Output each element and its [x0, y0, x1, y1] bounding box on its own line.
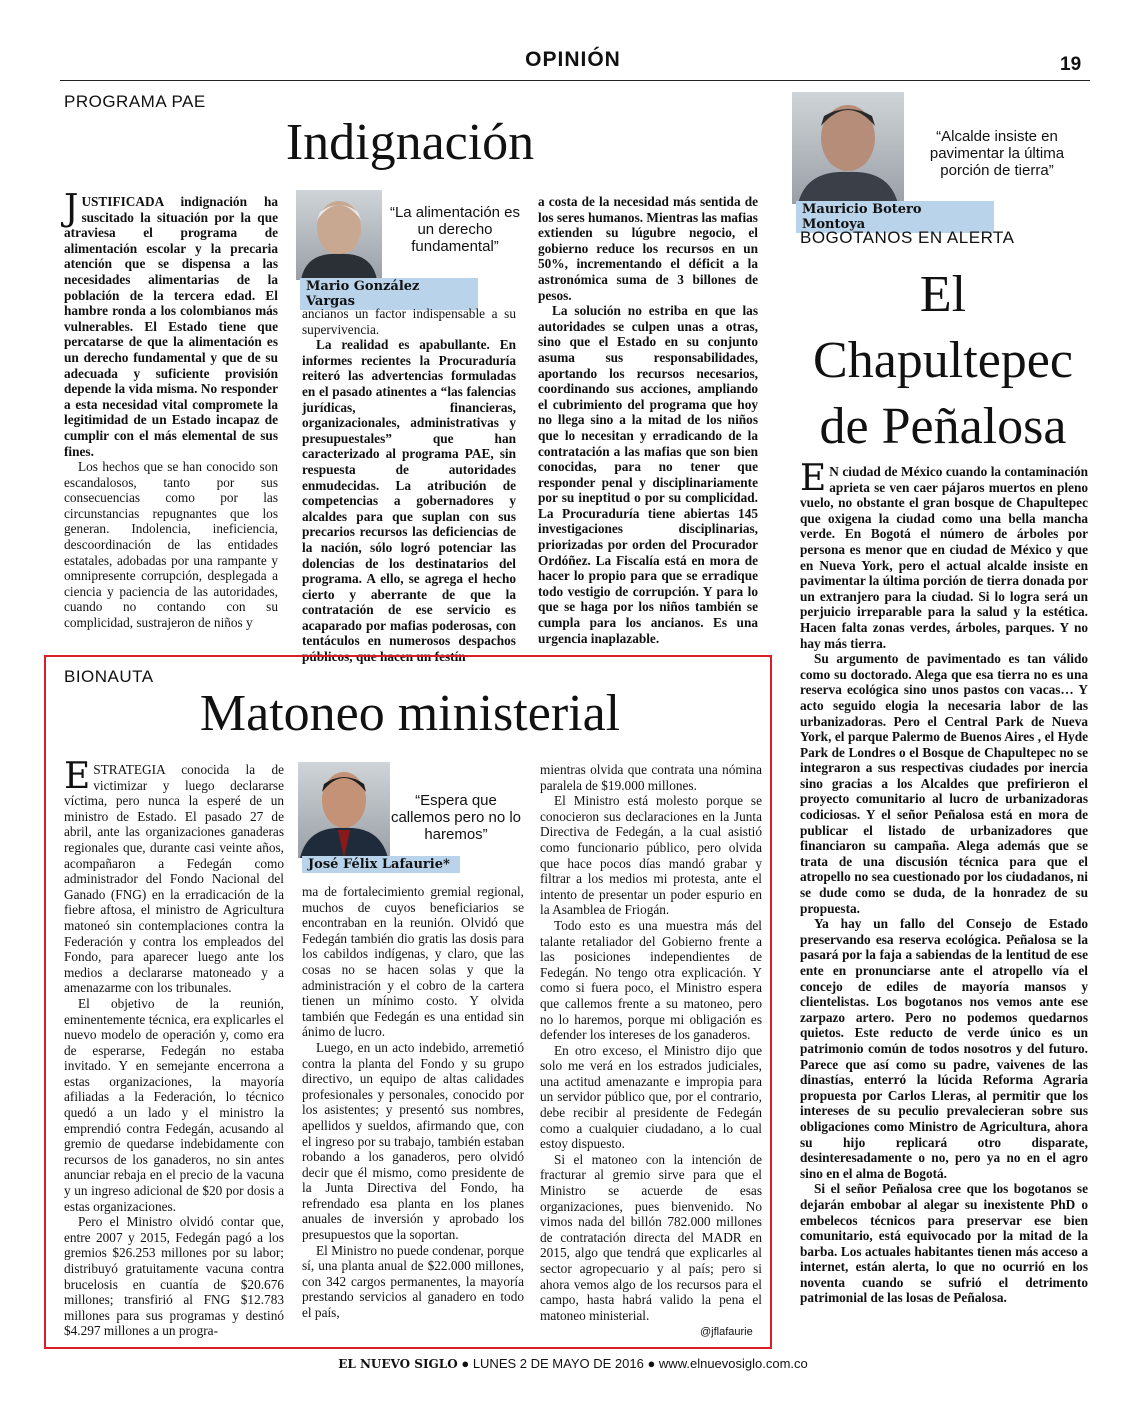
drop-cap: E [64, 756, 91, 797]
header-rule [60, 80, 1090, 81]
title-line: Chapultepec [813, 332, 1073, 389]
drop-cap: E [800, 458, 827, 499]
pae-column-3 [538, 194, 758, 646]
footer-brand: EL NUEVO SIGLO [338, 1357, 458, 1371]
bullet-icon: ● [461, 1356, 470, 1371]
author-photo [792, 92, 904, 204]
paragraph: USTIFICADA indignación ha suscitado la situación por la que atraviesa el programa de alimentación escolar y la precaria atención que se dispensa a las necesidades alimentarias de la población de la tercera edad. El hambre ronda a los colombianos más vulnerables. El Estado tiene que percatarse de que la alimentación es un derecho fundamental y que de su adecuada y suficiente provisión depende la vida misma. No responder a esta necesidad vital compromete la legitimidad de un Estado incapaz de cumplir con el más elemental de sus fines. [64, 194, 278, 459]
author-photo [296, 190, 382, 280]
paragraph: Ya hay un fallo del Consejo de Estado preservando esa reserva ecológica. Peñalosa se la pasará por la faja a sabiendas de la lentitud de ese ente en pronunciarse ante el atropello vía el concejo de ediles de mayoría mansos y clientelistas. Los bogotanos nos vemos ante ese zarpazo artero. Pero no podemos quedarnos quietos. Este reducto de verde único es un patrimonio común de todos nosotros y del futuro. Parece que así como su padre, vaivenes de las dinastías, enterró la lúcida Reforma Agraria propuesta por Carlos Lleras, al permitir que los intereses de su peculio prevalecieran sobre sus obligaciones como Ministro de Agricultura, ahora su hijo replicará otro disparate, desinteresadamente o no, pero ya no en el agro sino en el alma de Bogotá. [800, 916, 1088, 1181]
paragraph: En otro exceso, el Ministro dijo que solo me verá en los estrados judiciales, una actitud amenazante e impropia para un servidor público que, por el contrario, debe recibir al presidente de Fedegán como a cualquier ciudadano, a lo cual estoy dispuesto. [540, 1042, 762, 1152]
paragraph: El Ministro no puede condenar, porque sí, una planta anual de $22.000 millones, con 342 cargos permanentes, la mayoría prestando servicios al ganadero en todo el país, [302, 1242, 524, 1321]
title-line: El [919, 266, 967, 323]
paragraph: Los hechos que se han conocido son escandalosos, tanto por sus consecuencias como por las circunstancias repugnantes que los generan. Indolencia, ineficiencia, descoordinación de las entidades estatales, adobadas por una rampante y omnipresente corrupción, desplegada a ciencia y paciencia de las autoridades, cuando no contando con su complicidad, sustrajeron de niños y [64, 459, 278, 631]
paragraph: Si el matoneo con la intención de fracturar al gremio sirve para que el Ministro se acuerde de esas organizaciones, pues bienvenido. No vimos nada del billón 782.000 millones de contratación directa del MADR en 2015, algo que tendrá que explicarles al sector agropecuario y al país; pero si ahora vemos algo de los recursos para el campo, hasta habrá valido la pena el matoneo ministerial. [540, 1151, 762, 1323]
section-header: OPINIÓN [525, 48, 621, 71]
paragraph: La solución no estriba en que las autoridades se culpen unas a otras, sino que el Estado en su conjunto asuma sus responsabilidades, aportando los recursos necesarios, coordinando sus acciones, ampliando el cubrimiento del programa que hoy no llega sino a la mitad de los niños que lo necesitan y erradicando de la contratación a las mafias que son bien conocidas, para no tener que responder penal y disciplinariamente por su ineptitud o por su complicidad. La Procuraduría tiene abiertas 145 investigaciones disciplinarias, priorizadas por orden del Procurador Ordóñez. La Fiscalía está en mora de hacer lo propio para que se erradique todo vestigio de corrupción. Y para lo que se haga por los niños también se cumpla para los ancianos. Es una urgencia inaplazable. [538, 303, 758, 646]
pull-quote: “Espera que callemos pero no lo haremos” [390, 792, 522, 843]
bullet-icon: ● [647, 1356, 656, 1371]
pae-column-2 [302, 306, 516, 665]
bionauta-column-3 [540, 762, 762, 1324]
paragraph: Todo esto es una muestra más del talante retaliador del Gobierno frente a las posiciones independientes de Fedegán. No tengo otra explicación. Y como si fuera poco, el Ministro espera que callemos frente a su matoneo, pero no lo haremos, porque mi obligación es defender los intereses de los ganaderos. [540, 917, 762, 1043]
footer [0, 1356, 1146, 1371]
paragraph: El objetivo de la reunión, eminentemente técnica, era explicarles el nuevo modelo de operación y, como era de esperarse, Fedegán no estaba invitado. Y en semejante encerrona a estas organizaciones, la mayoría afiliadas a la Federación, lo técnico quedó a un lado y el ministro la emprendió contra Fedegán, acusando al gremio de quedarse indebidamente con recursos de los ganaderos, no sin antes anunciar rebaja en el precio de la vacuna y un ingreso adicional de $20 por dosis a estas organizaciones. [64, 995, 284, 1214]
paragraph: mientras olvida que contrata una nómina paralela de $19.000 millones. [540, 762, 762, 793]
paragraph: La realidad es apabullante. En informes recientes la Procuraduría reiteró las advertencias formuladas en el pasado atinentes a “las falencias jurídicas, financieras, organizacionales, administrativas y presupuestales” que han caracterizado al programa PAE, sin respuesta de autoridades enmudecidas. La atribución de competencias a gobernadores y alcaldes para que suplan con sus precarios recursos las deficiencias de la nación, sólo logró potenciar las dolencias de los destinatarios del programa. A ello, se agrega el hecho cierto y aberrante de que la contratación de ese servicio es acaparado por mafias poderosas, con tentáculos en numerosos despachos públicos, que hacen un festín [302, 337, 516, 665]
bogota-column [800, 458, 1088, 1342]
title-line: de Peñalosa [819, 398, 1067, 455]
paragraph: ma de fortalecimiento gremial regional, muchos de cuyos beneficiarios se encontraban en la reunión. Olvidó que Fedegán también dio gratis las dosis para los cabildos indígenas, y claro, que las cosas no se hacen solas y que la administración y el cobro de la cartera tienen un mínimo costo. Y olvida también que Fedegán es una entidad sin ánimo de lucro. [302, 884, 524, 1040]
paragraph: El Ministro está molesto porque se conocieron sus declaraciones en la Junta Directiva de Fedegán, a la cual asistió como funcionario público, pero olvida que hace pocos días mandó grabar y filtrar a los medios mi protesta, ante el intento de presentar un poder espurio en la Asamblea de Friogán. [540, 793, 762, 918]
pull-quote: “Alcalde insiste en pavimentar la última porción de tierra” [929, 128, 1065, 179]
author-name: Mauricio Botero Montoya [796, 201, 994, 233]
drop-cap: J [64, 188, 79, 229]
pull-quote: “La alimentación es un derecho fundamental” [389, 204, 521, 255]
paragraph: a costa de la necesidad más sentida de los seres humanos. Mientras las mafias extienden su lúgubre negocio, el gobierno reduce los recursos en un 50%, incrementando el déficit a la astronómica suma de 3 billones de pesos. [538, 194, 758, 303]
section-label-bionauta: BIONAUTA [64, 667, 154, 686]
paragraph: Su argumento de pavimentado es tan válido como su doctorado. Alega que esa tierra no es una reserva ecológica sino unos pastos con vacas… Y acto seguido elogia la necesaria labor de las urbanizadoras. Pero el Central Park de Nueva York, el parque Palermo de Buenos Aires , el Hyde Park de Londres o el Bosque de Chapultepec no se integraron a sus respectivas ciudades por inercia sino gracias a los Alcaldes que prefirieron el proyecto comunitario al lucro de urbanizadoras codiciosas. Y el señor Peñalosa está en mora de publicar el listado de urbanizadores que financiaron su campaña. Alega además que se trata de una discusión técnica para que el atropello no sea cuestionado por los ciudadanos, ni se dude como se duda, de la honradez de su propuesta. [800, 651, 1088, 916]
footer-date: LUNES 2 DE MAYO DE 2016 [472, 1356, 644, 1371]
bogota-title [790, 262, 1096, 460]
paragraph: ancianos un factor indispensable a su supervivencia. [302, 306, 516, 337]
section-label-pae: PROGRAMA PAE [64, 92, 206, 111]
page-number: 19 [1060, 54, 1082, 75]
twitter-handle: @jflafaurie [700, 1326, 753, 1338]
bionauta-title: Matoneo ministerial [199, 685, 621, 742]
bionauta-column-1 [64, 756, 284, 1342]
footer-url[interactable]: www.elnuevosiglo.com.co [658, 1356, 808, 1371]
author-name: Mario González Vargas [300, 278, 478, 310]
paragraph: N ciudad de México cuando la contaminación aprieta se ven caer pájaros muertos en pleno vuelo, no obstante el gran bosque de Chapultepec que oxigena la ciudad como una bella mancha verde. En Bogotá el número de árboles por persona es menor que en ciudad de México y que en Nueva York, pero el actual alcalde insiste en pavimentar la última porción de tierra donada por un extranjero para la ciudad. Si lo logra será un perjuicio irreparable para la salud y la estética. Hacen falta zonas verdes, árboles, parques. Y no hay más tierra. [800, 464, 1088, 651]
paragraph: STRATEGIA conocida la de victimizar y luego declararse víctima, pero nunca la esperé de un ministro de Estado. El pasado 27 de abril, ante las organizaciones ganaderas regionales que, durante casi veinte años, acompañaron a Fedegán como administrador del Fondo Nacional del Ganado (FNG) en la erradicación de la fiebre aftosa, el ministro de Agricultura matoneó sin contemplaciones contra la Federación y contra los empleados del Fondo, para aparecer luego ante los medios a declararse matoneado y a amenazarme con los tribunales. [64, 762, 284, 996]
section-label-bogota: BOGOTANOS EN ALERTA [800, 228, 1015, 247]
author-name: José Félix Lafaurie* [302, 856, 460, 873]
bionauta-column-2 [302, 884, 524, 1342]
pae-title: Indignación [285, 114, 535, 171]
paragraph: Si el señor Peñalosa cree que los bogotanos se dejarán embobar al alegar su inexistente PhD o embelecos técnicos para preservar ese bien comunitario, está equivocado por la mitad de la barba. Los actuales habitantes tienen más acceso a internet, están alerta, lo que no ocurrió en los noventa cuando se sufrió el detrimento patrimonial de las losas de Peñalosa. [800, 1181, 1088, 1306]
author-photo [298, 762, 390, 858]
paragraph: Luego, en un acto indebido, arremetió contra la planta del Fondo y su grupo directivo, un equipo de altas calidades profesionales y personales, conocido por los asistentes; y presentó sus nombres, apellidos y sueldos, afirmando que, con el ingreso por su trabajo, también estaban robando a los ganaderos, pero olvidó decir que él mismo, como presidente de la Junta Directiva del Fondo, ha refrendado esa planta en los planes anuales de inversión y aprobado los presupuestos que la soportan. [302, 1039, 524, 1243]
paragraph: Pero el Ministro olvidó contar que, entre 2007 y 2015, Fedegán pagó a los gremios $26.253 millones por su labor; distribuyó gratuitamente vacuna contra brucelosis en cuantía de $20.676 millones; transfirió al FNG $12.783 millones para sus programas y destinó $4.297 millones a un progra- [64, 1214, 284, 1339]
portrait-icon [792, 92, 904, 204]
portrait-icon [298, 762, 390, 858]
pae-author-box [296, 190, 528, 309]
bionauta-author-box [298, 762, 524, 874]
portrait-icon [296, 190, 382, 280]
pae-column-1 [64, 188, 278, 640]
bogota-author-box [792, 92, 1088, 232]
